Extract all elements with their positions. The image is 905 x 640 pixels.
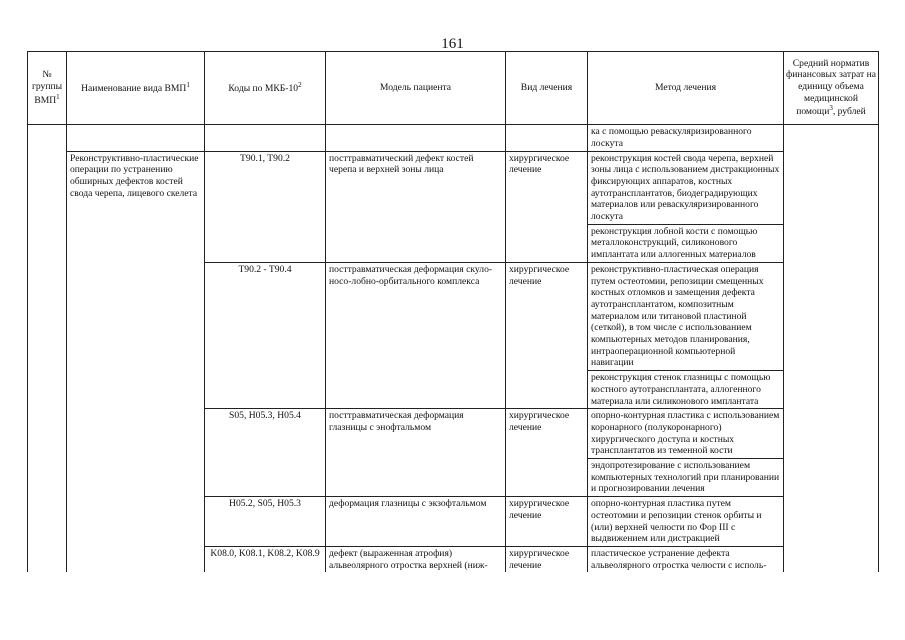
cell-codes: T90.1, T90.2 (205, 151, 326, 262)
header-row (28, 52, 879, 125)
cell-model: посттравматическая деформация скуло-носо-лобно-орбитального комплекса (326, 262, 506, 408)
cell-type: хирургическое лечение (506, 262, 588, 408)
cell-method: реконструкция лобной кости с помощью металлоконструкций, силиконового имплантата или аллогенных материалов (588, 224, 784, 262)
cell-type: хирургическое лечение (506, 497, 588, 547)
cell-method-cont: ка с помощью реваскуляризированного лоскута (588, 125, 784, 152)
header-patient-model: Модель пациента (326, 52, 506, 125)
cell-method: реконструктивно-пластическая операция путем остеотомии, репозиции смещенных костных отломков и замещения дефекта аутотрансплантатом, композитным материалом или титановой пластиной (сеткой), в том числе с использованием компьютерных методов планирования, интраоперационной компьютерной навигации (588, 262, 784, 370)
cell-cost-cont (784, 125, 879, 152)
cell-method: реконструкция костей свода черепа, верхней зоны лица с использованием дистракционных фиксирующих аппаратов, костных аутотрансплантатов, биодеградирующих материалов или реваскуляризированного лоскута (588, 151, 784, 224)
cell-method: эндопротезирование с использованием компьютерных технологий при планировании и прогнозировании лечения (588, 459, 784, 497)
cell-cost (784, 151, 879, 572)
cell-codes: S05, H05.3, H05.4 (205, 409, 326, 497)
cell-method: опорно-контурная пластика с использованием коронарного (полукоронарного) хирургического доступа и костных трансплантатов из теменной кости (588, 409, 784, 459)
cell-codes-cont (205, 125, 326, 152)
continuation-row (28, 125, 879, 152)
cell-codes: H05.2, S05, H05.3 (205, 497, 326, 547)
cell-codes: T90.2 - T90.4 (205, 262, 326, 408)
vmp-table (27, 51, 879, 572)
cell-codes: K08.0, K08.1, K08.2, K08.9 (205, 547, 326, 573)
cell-type: хирургическое лечение (506, 409, 588, 497)
cell-name-cont (67, 125, 205, 152)
page-number: 161 (441, 36, 464, 52)
cell-model: деформация глазницы с экзофтальмом (326, 497, 506, 547)
cell-group (28, 151, 67, 572)
header-treatment-method: Метод лечения (588, 52, 784, 125)
cell-type: хирургическое лечение (506, 151, 588, 262)
header-cost-norm: Средний норматив финансовых затрат на единицу объема медицинской помощи$^3$, рублей (784, 52, 879, 125)
cell-method: реконструкция стенок глазницы с помощью костного аутотрансплантата, аллогенного материала или силиконового имплантата (588, 371, 784, 409)
cell-group-cont (28, 125, 67, 152)
table-row (28, 151, 879, 224)
header-icd-codes: Коды по МКБ-$10^2$ (205, 52, 326, 125)
header-treatment-type: Вид лечения (506, 52, 588, 125)
cell-model: посттравматическая деформация глазницы с энофтальмом (326, 409, 506, 497)
cell-vmp-name: Реконструктивно-пластические операции по устранению обширных дефектов костей свода черепа, лицевого скелета (67, 151, 205, 572)
cell-type-cont (506, 125, 588, 152)
header-group-no: № группы ВМП$^1$ (28, 52, 67, 125)
cell-method: пластическое устранение дефекта альвеолярного отростка челюсти с исполь- (588, 547, 784, 573)
header-vmp-name: Наименование вида ВМП$^1$ (67, 52, 205, 125)
cell-model: посттравматический дефект костей черепа и верхней зоны лица (326, 151, 506, 262)
cell-method: опорно-контурная пластика путем остеотомии и репозиции стенок орбиты и (или) верхней челюсти по Фор III с выдвижением или дистракцией (588, 497, 784, 547)
cell-model-cont (326, 125, 506, 152)
cell-model: дефект (выраженная атрофия) альвеолярного отростка верхней (ниж- (326, 547, 506, 573)
cell-type: хирургическое лечение (506, 547, 588, 573)
